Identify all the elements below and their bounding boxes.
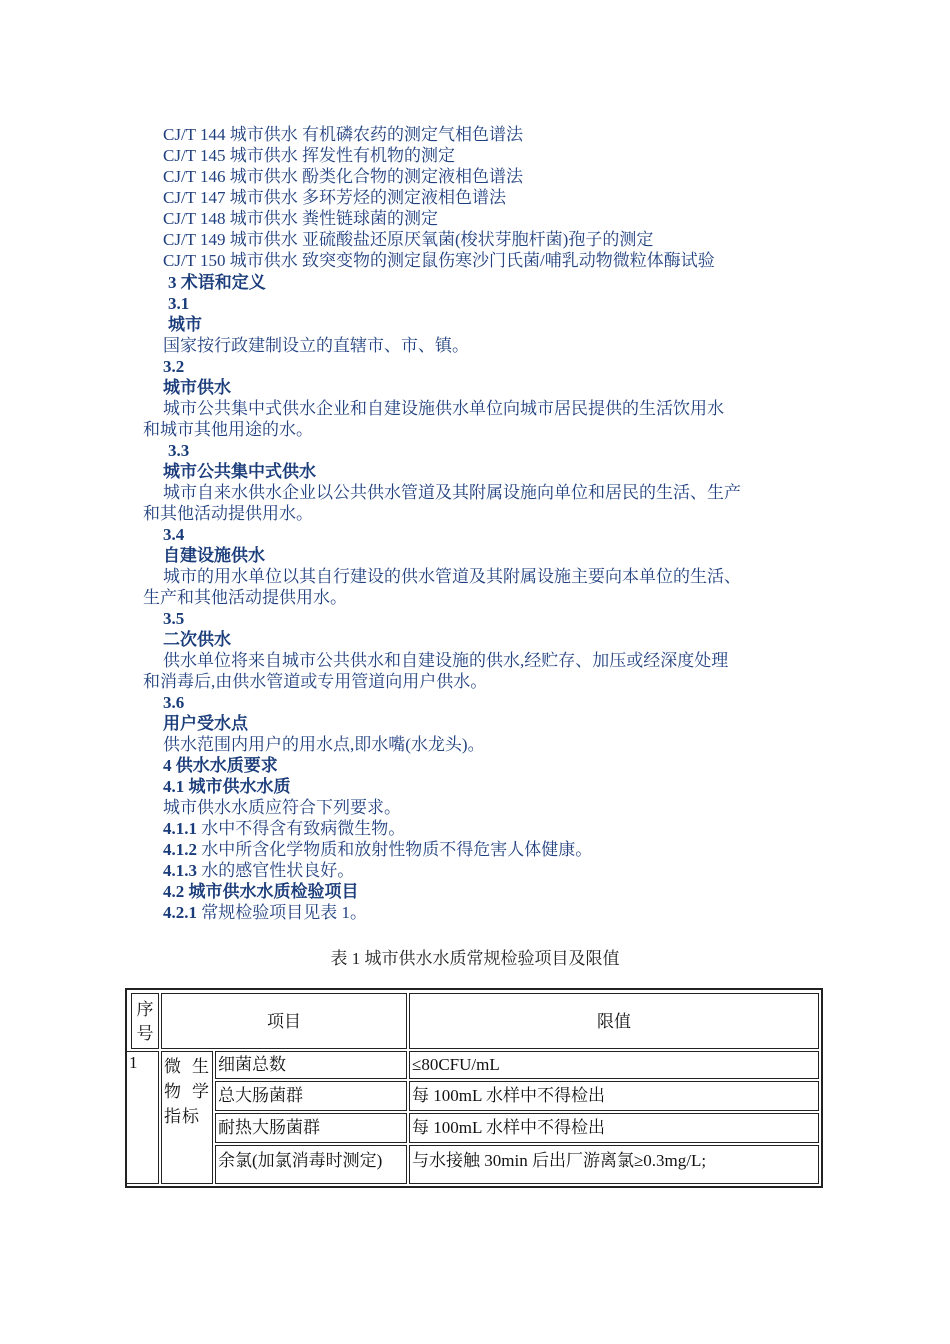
- standard-item: CJ/T 149 城市供水 亚硫酸盐还原厌氧菌(梭状芽胞杆菌)孢子的测定: [163, 230, 654, 249]
- subsection-intro: 城市供水水质应符合下列要求。: [163, 798, 401, 817]
- row-item: 总大肠菌群: [215, 1081, 407, 1111]
- row-limit: ≤80CFU/mL: [409, 1051, 819, 1079]
- header-limit: 限值: [409, 993, 819, 1049]
- term-definition: 供水范围内用户的用水点,即水嘴(水龙头)。: [163, 735, 485, 754]
- term-definition-cont: 和城市其他用途的水。: [143, 420, 313, 439]
- term-number: 3.4: [163, 525, 185, 544]
- term-definition: 城市自来水供水企业以公共供水管道及其附属设施向单位和居民的生活、生产: [163, 483, 741, 502]
- section-heading: 4 供水水质要求: [163, 756, 278, 775]
- row-limit: 与水接触 30min 后出厂游离氯≥0.3mg/L;: [409, 1145, 819, 1184]
- quality-table: [125, 988, 823, 1188]
- requirement-item: 4.1.2 水中所含化学物质和放射性物质不得危害人体健康。: [163, 840, 593, 859]
- term-number: 3.5: [163, 609, 185, 628]
- term-title: 城市: [168, 315, 202, 334]
- standard-item: CJ/T 147 城市供水 多环芳烃的测定液相色谱法: [163, 188, 507, 207]
- header-seq: 序号: [131, 993, 159, 1049]
- standard-item: CJ/T 144 城市供水 有机磷农药的测定气相色谱法: [163, 125, 524, 144]
- section-heading: 3 术语和定义: [168, 273, 266, 292]
- seq-cell: 1: [125, 1051, 159, 1184]
- requirement-item: 4.1.1 水中不得含有致病微生物。: [163, 819, 406, 838]
- term-title: 二次供水: [163, 630, 231, 649]
- term-definition-cont: 生产和其他活动提供用水。: [143, 588, 347, 607]
- standard-item: CJ/T 145 城市供水 挥发性有机物的测定: [163, 146, 456, 165]
- term-definition: 城市公共集中式供水企业和自建设施供水单位向城市居民提供的生活饮用水: [163, 399, 724, 418]
- row-limit: 每 100mL 水样中不得检出: [409, 1113, 819, 1143]
- term-title: 城市供水: [163, 378, 231, 397]
- term-definition: 国家按行政建制设立的直辖市、市、镇。: [163, 336, 469, 355]
- term-number: 3.1: [168, 294, 190, 313]
- term-number: 3.2: [163, 357, 185, 376]
- requirement-item: 4.1.3 水的感官性状良好。: [163, 861, 355, 880]
- standard-item: CJ/T 146 城市供水 酚类化合物的测定液相色谱法: [163, 167, 524, 186]
- term-number: 3.6: [163, 693, 185, 712]
- requirement-item: 4.2.1 常规检验项目见表 1。: [163, 903, 367, 922]
- row-item: 耐热大肠菌群: [215, 1113, 407, 1143]
- standard-item: CJ/T 150 城市供水 致突变物的测定鼠伤寒沙门氏菌/哺乳动物微粒体酶试验: [163, 251, 715, 270]
- term-title: 用户受水点: [163, 714, 248, 733]
- header-item: 项目: [161, 993, 407, 1049]
- term-title: 城市公共集中式供水: [163, 462, 316, 481]
- term-definition-cont: 和消毒后,由供水管道或专用管道向用户供水。: [143, 672, 488, 691]
- standard-item: CJ/T 148 城市供水 粪性链球菌的测定: [163, 209, 439, 228]
- term-definition: 城市的用水单位以其自行建设的供水管道及其附属设施主要向本单位的生活、: [163, 567, 741, 586]
- subsection-heading: 4.2 城市供水水质检验项目: [163, 882, 359, 901]
- row-item: 余氯(加氯消毒时测定): [215, 1145, 407, 1184]
- category-cell: 微 生 物 学 指标: [161, 1051, 213, 1184]
- term-definition: 供水单位将来自城市公共供水和自建设施的供水,经贮存、加压或经深度处理: [163, 651, 729, 670]
- row-limit: 每 100mL 水样中不得检出: [409, 1081, 819, 1111]
- term-title: 自建设施供水: [163, 546, 265, 565]
- table-caption: 表 1 城市供水水质常规检验项目及限值: [330, 949, 620, 968]
- subsection-heading: 4.1 城市供水水质: [163, 777, 291, 796]
- term-number: 3.3: [168, 441, 190, 460]
- term-definition-cont: 和其他活动提供用水。: [143, 504, 313, 523]
- row-item: 细菌总数: [215, 1051, 407, 1079]
